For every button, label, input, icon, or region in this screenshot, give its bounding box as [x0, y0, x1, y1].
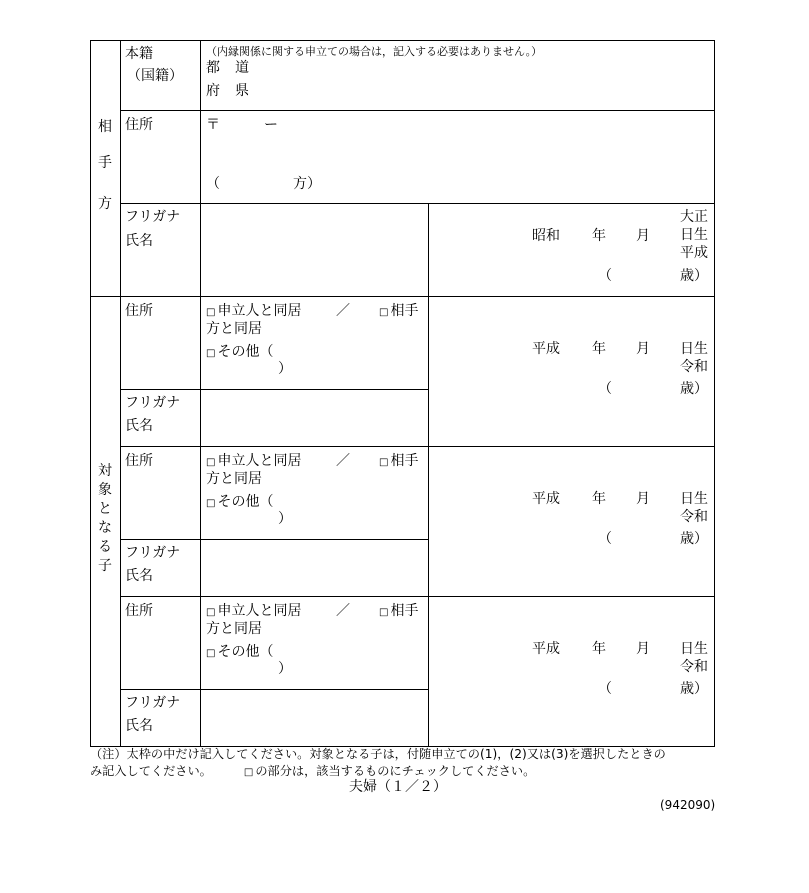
option-other-close: ） [278, 511, 292, 527]
child-day-birth: 日生 [680, 641, 708, 657]
grid-line [120, 539, 428, 540]
option-label: 申立人と同居 [217, 603, 302, 619]
child-era-right: 令和 [680, 509, 708, 525]
grid-line [120, 110, 715, 111]
checkbox-icon[interactable]: □ [206, 307, 216, 318]
section-label-child-3: と [98, 501, 112, 517]
section-divider [90, 296, 715, 297]
section-label-child-6: 子 [98, 558, 112, 574]
aite-name-label: 氏名 [125, 233, 153, 249]
kokuseki-label: （国籍） [127, 68, 183, 84]
footer-note-line2 [90, 764, 535, 780]
grid-line [120, 40, 121, 747]
child-era-right: 令和 [680, 659, 708, 675]
checkbox-icon[interactable]: □ [206, 607, 216, 618]
child-address-label: 住所 [125, 603, 153, 619]
child-month: 月 [636, 491, 650, 507]
child-age-open: （ [598, 531, 612, 547]
option-label: 相手 [390, 303, 419, 319]
child-option-cohabit-aite[interactable] [379, 453, 418, 471]
option-slash: ／ [336, 303, 350, 319]
aite-era-right-1: 大正 [680, 209, 708, 225]
child-option-other[interactable] [206, 644, 273, 662]
child-furigana-label: フリガナ [125, 395, 181, 411]
child-furigana-label: フリガナ [125, 545, 181, 561]
option-label: 相手 [390, 603, 419, 619]
ken-char: 県 [235, 83, 249, 99]
option-label: その他（ [217, 644, 274, 660]
form-code: (942090) [660, 798, 716, 812]
aite-era-right-2: 日生 [680, 227, 708, 243]
child-year: 年 [592, 341, 606, 357]
aite-era: 昭和 [532, 228, 560, 244]
section-label-aite-3: 方 [98, 196, 112, 212]
grid-line [120, 596, 715, 597]
fu-char: 府 [206, 83, 220, 99]
grid-line [120, 203, 715, 204]
checkbox-icon[interactable]: □ [206, 348, 216, 359]
child-month: 月 [636, 641, 650, 657]
checkbox-icon[interactable]: □ [379, 457, 389, 468]
option-label-continued: 方と同居 [206, 621, 262, 637]
aite-address-label: 住所 [125, 117, 153, 133]
child-age-close: 歳） [680, 531, 708, 547]
option-other-close: ） [278, 361, 292, 377]
child-era-right: 令和 [680, 359, 708, 375]
section-label-child-2: 象 [98, 482, 112, 498]
child-option-other[interactable] [206, 494, 273, 512]
child-age-close: 歳） [680, 381, 708, 397]
option-label: その他（ [217, 494, 274, 510]
section-label-child-5: る [98, 539, 112, 555]
child-address-label: 住所 [125, 303, 153, 319]
child-option-cohabit-applicant[interactable] [206, 453, 301, 471]
child-year: 年 [592, 641, 606, 657]
option-label: 申立人と同居 [217, 453, 302, 469]
child-era: 平成 [532, 491, 560, 507]
child-address-label: 住所 [125, 453, 153, 469]
section-label-child-4: な [98, 520, 112, 536]
honseki-label: 本籍 [125, 46, 153, 62]
aite-furigana-label: フリガナ [125, 209, 181, 225]
child-age-close: 歳） [680, 681, 708, 697]
footer-note-line2-a: み記入してください。 [90, 764, 212, 778]
child-option-cohabit-applicant[interactable] [206, 603, 301, 621]
care-of-open: （ [206, 176, 220, 192]
section-label-child-1: 対 [98, 463, 112, 479]
child-option-other[interactable] [206, 344, 273, 362]
child-month: 月 [636, 341, 650, 357]
aite-month: 月 [636, 228, 650, 244]
aite-era-right-3: 平成 [680, 245, 708, 261]
checkbox-icon[interactable]: □ [206, 498, 216, 509]
section-label-aite-1: 相 [98, 119, 112, 135]
section-label-aite-2: 手 [98, 155, 112, 171]
grid-line [120, 446, 715, 447]
postal-mark: 〒 [206, 117, 220, 133]
checkbox-icon[interactable]: □ [206, 457, 216, 468]
child-option-cohabit-applicant[interactable] [206, 303, 301, 321]
option-other-close: ） [278, 661, 292, 677]
child-name-label: 氏名 [125, 418, 153, 434]
grid-line [120, 689, 428, 690]
option-label-continued: 方と同居 [206, 321, 262, 337]
footer-note-line1: （注）太枠の中だけ記入してください。対象となる子は，付随申立ての(1)，(2)又は(3)を選択したときの [90, 747, 666, 761]
grid-line [120, 389, 428, 390]
option-slash: ／ [336, 453, 350, 469]
child-day-birth: 日生 [680, 491, 708, 507]
checkbox-icon[interactable]: □ [206, 648, 216, 659]
option-label: 申立人と同居 [217, 303, 302, 319]
grid-line [428, 203, 429, 747]
aite-year: 年 [592, 228, 606, 244]
care-of-label: 方） [293, 176, 321, 192]
option-label: 相手 [390, 453, 419, 469]
child-day-birth: 日生 [680, 341, 708, 357]
form-table [90, 40, 715, 747]
checkbox-icon[interactable]: □ [379, 307, 389, 318]
footer-note-line2-b: の部分は，該当するものにチェックしてください。 [255, 764, 536, 778]
child-option-cohabit-aite[interactable] [379, 303, 418, 321]
aite-age-open: （ [598, 268, 612, 284]
option-slash: ／ [336, 603, 350, 619]
grid-line [200, 40, 201, 747]
option-label: その他（ [217, 344, 274, 360]
checkbox-icon: □ [243, 767, 254, 778]
child-era: 平成 [532, 341, 560, 357]
aite-age-close: 歳） [680, 268, 708, 284]
honseki-note: （内縁関係に関する申立ての場合は，記入する必要はありません。） [206, 45, 543, 58]
option-label-continued: 方と同居 [206, 471, 262, 487]
child-furigana-label: フリガナ [125, 695, 181, 711]
child-name-label: 氏名 [125, 568, 153, 584]
child-era: 平成 [532, 641, 560, 657]
child-age-open: （ [598, 681, 612, 697]
postal-dash: ー [264, 117, 278, 133]
checkbox-icon[interactable]: □ [379, 607, 389, 618]
child-name-label: 氏名 [125, 718, 153, 734]
do-char: 道 [235, 60, 249, 76]
child-option-cohabit-aite[interactable] [379, 603, 418, 621]
to-char: 都 [206, 60, 220, 76]
child-year: 年 [592, 491, 606, 507]
page-label: 夫婦（１／２） [349, 779, 447, 795]
child-age-open: （ [598, 381, 612, 397]
